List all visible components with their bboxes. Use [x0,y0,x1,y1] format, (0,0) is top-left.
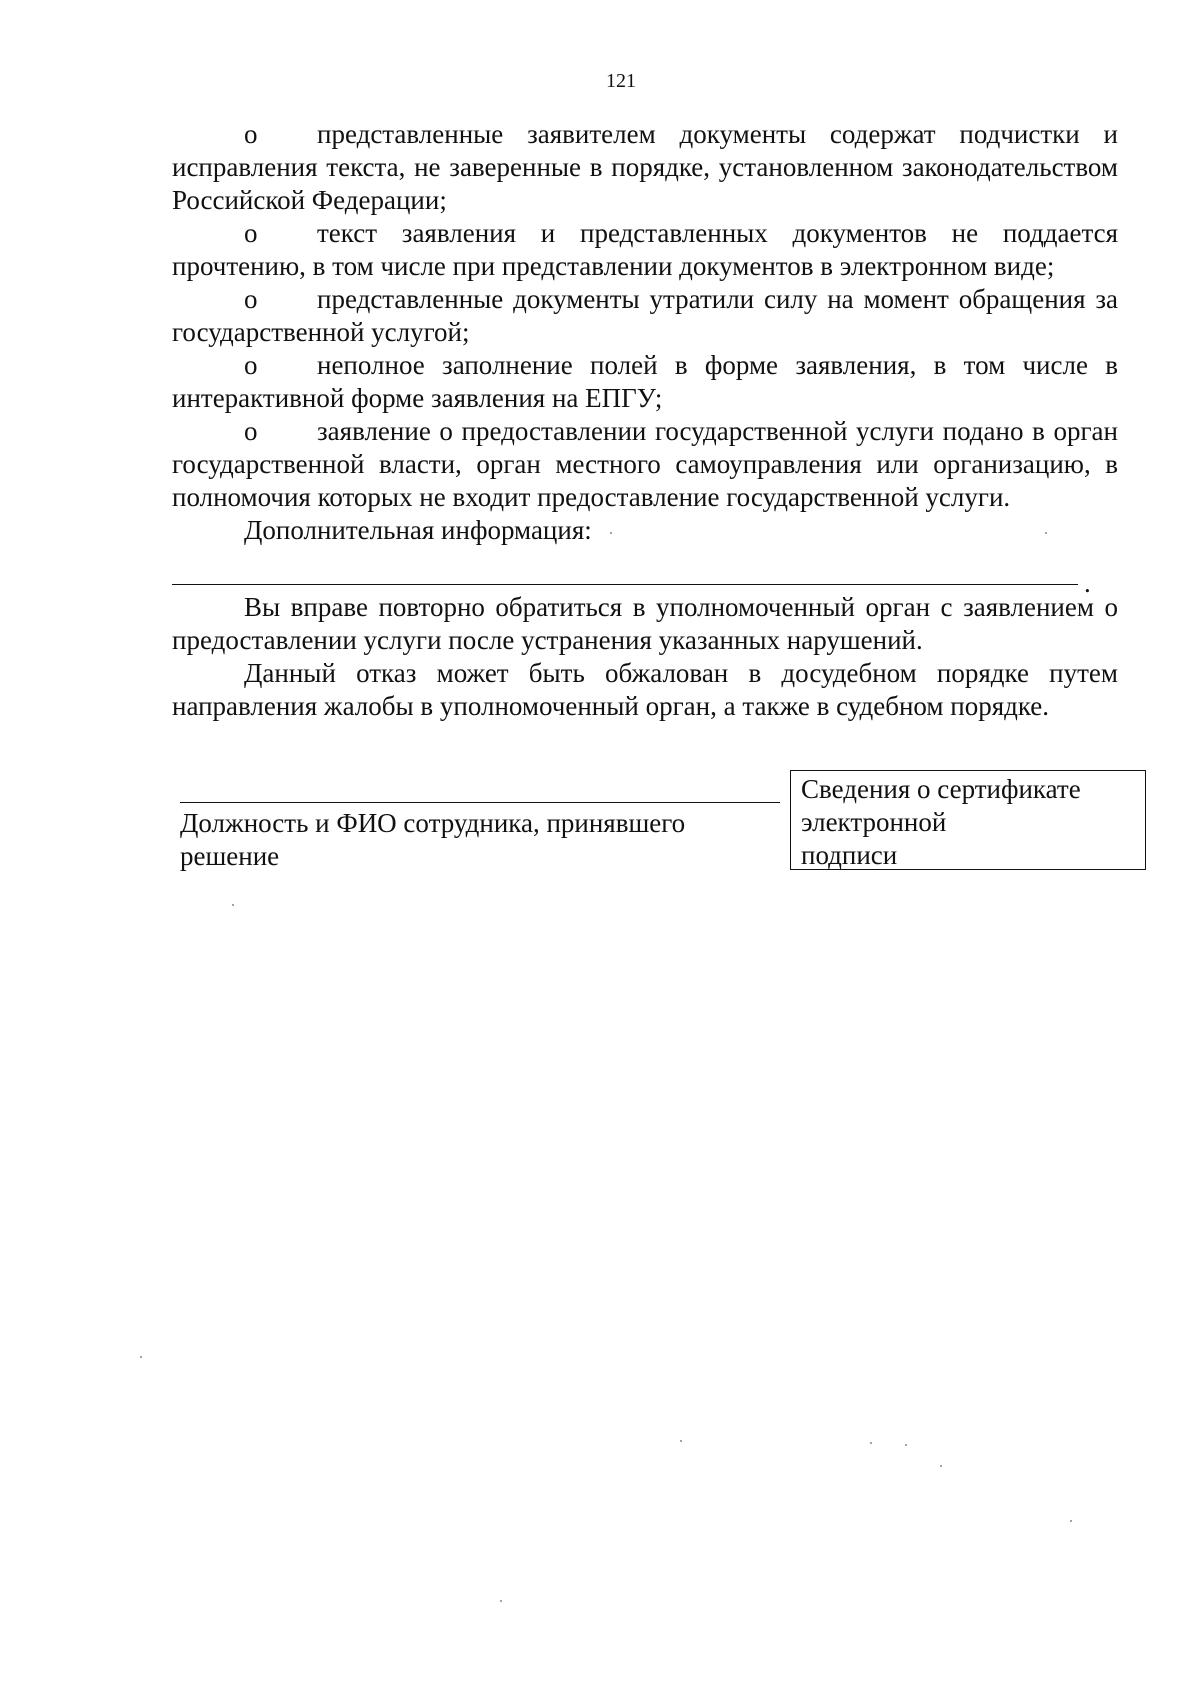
bullet-text: текст заявления и представленных документов не поддается прочтению, в том числе при представлении документов в электронном виде; [172,218,1118,281]
bullet-text: неполное заполнение полей в форме заявления, в том числе в интерактивной форме заявления на ЕПГУ; [172,350,1118,413]
appeal-paragraph: Вы вправе повторно обратиться в уполномоченный орган с заявлением о предоставлении услуги после устранения указанных нарушений. [172,592,1118,655]
bullet-text: представленные документы утратили силу на момент обращения за государственной услугой; [172,284,1118,347]
scan-speck [905,1444,907,1446]
bullet-marker: o [244,218,258,248]
bullet-marker: o [244,350,258,380]
signature-block [180,770,780,873]
bullet-marker: o [244,119,258,149]
additional-info-blank-line: . [172,549,1118,585]
signature-caption: Должность и ФИО сотрудника, принявшего решение [180,808,686,871]
scan-speck [140,1356,142,1358]
bullet-text: представленные заявителем документы содержат подчистки и исправления текста, не заверенные в порядке, установленном законодательством Российской Федерации; [172,119,1118,215]
signature-line [180,770,780,803]
page-number: 121 [606,70,636,92]
bullet-item [172,118,1118,217]
bullet-item [172,415,1118,514]
scan-speck [610,532,612,534]
blank-rule [172,584,1078,585]
scan-speck [1045,532,1047,534]
scan-speck [1070,1520,1072,1522]
bullet-item [172,349,1118,415]
additional-info-label: Дополнительная информация: [244,515,592,545]
complaint-paragraph: Данный отказ может быть обжалован в досудебном порядке путем направления жалобы в уполномоченный орган, а также в судебном порядке. [172,658,1118,721]
certificate-box-line: Сведения о сертификате [801,774,1081,804]
scan-speck [232,904,234,906]
scan-speck [940,1465,942,1467]
bullet-marker: o [244,284,258,314]
scan-speck [500,1600,502,1602]
certificate-box-line: электронной [801,807,947,837]
scan-speck [680,1440,682,1442]
bullet-item [172,217,1118,283]
document-body [172,118,1118,723]
scan-speck [870,1442,872,1444]
certificate-info-box [790,770,1146,870]
certificate-box-line: подписи [801,840,898,870]
bullet-text: заявление о предоставлении государственной услуги подано в орган государственной власти, орган местного самоуправления или организацию, в полномочия которых не входит предоставление государственной услуги. [172,416,1118,512]
bullet-marker: o [244,416,258,446]
bullet-item [172,283,1118,349]
